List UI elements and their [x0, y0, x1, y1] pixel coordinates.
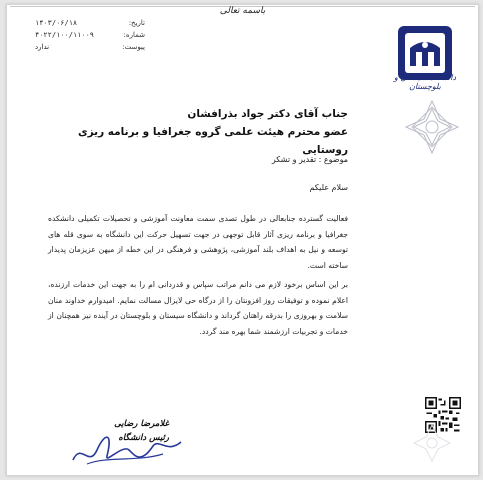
signer-title: رئیس دانشگاه [118, 433, 169, 443]
date-value: ۱۴۰۳/۰۶/۱۸ [35, 19, 78, 27]
letter-page [6, 4, 479, 476]
letter-greeting: سلام علیکم [309, 183, 348, 192]
signer-name: غلامرضا رضایی [114, 419, 169, 429]
invocation-header: باسمه تعالی [219, 6, 266, 16]
attachment-row [35, 41, 145, 53]
recipient-block [48, 105, 348, 159]
recipient-position: عضو محترم هیئت علمی گروه جغرافیا و برنامه ریزی روستایی [77, 126, 348, 156]
letter-paragraph-1: فعالیت گسترده جنابعالی در طول تصدی سمت معاونت آموزشی و تحصیلات تکمیلی دانشکده جغرافیا و برنامه ریزی آثار قابل توجهی در جهت تسهیل حرکت این دانشگاه به سوی قله های توسعه و نیل به اهداف بلند آموزشی، پژوهشی و فرهنگی در این خطه از میهن عزیزمان پدیدار ساخته است. [48, 214, 348, 270]
corner-ornament-icon [412, 423, 452, 463]
letter-subject: موضوع : تقدیر و تشکر [271, 155, 348, 164]
number-value: ۴۰۲۲/۱۰۰/۱۱۰۰۹ [35, 31, 95, 39]
recipient-name: جناب آقای دکتر جواد بذرافشان [187, 108, 348, 120]
attachment-label: پیوست: [122, 43, 145, 51]
number-row [35, 29, 145, 41]
attachment-value: ندارد [35, 43, 50, 51]
signature-block [49, 417, 169, 445]
number-label: شماره: [123, 31, 145, 39]
letter-paragraph-2: بر این اساس برخود لازم می دانم مراتب سپاس و قدردانی ام را به جهت این خدمات ارزنده، اعلام نموده و توفیقات روز افزونتان را از درگاه حی لایزال مسالت نمایم. امیدوارم خداوند منان سلامت و بهروزی را بدرقه راهتان گرداند و دانشگاه سیستان و بلوچستان در آینده نیز همچنان از خدمات و تجربیات ارزشمند شما بهره مند گردد. [48, 280, 348, 336]
university-name: دانشگاه سیستان و بلوچستان [393, 73, 457, 91]
date-label: تاریخ: [128, 19, 145, 27]
letter-meta [35, 17, 145, 53]
ornament-icon [404, 99, 460, 155]
date-row [35, 17, 145, 29]
